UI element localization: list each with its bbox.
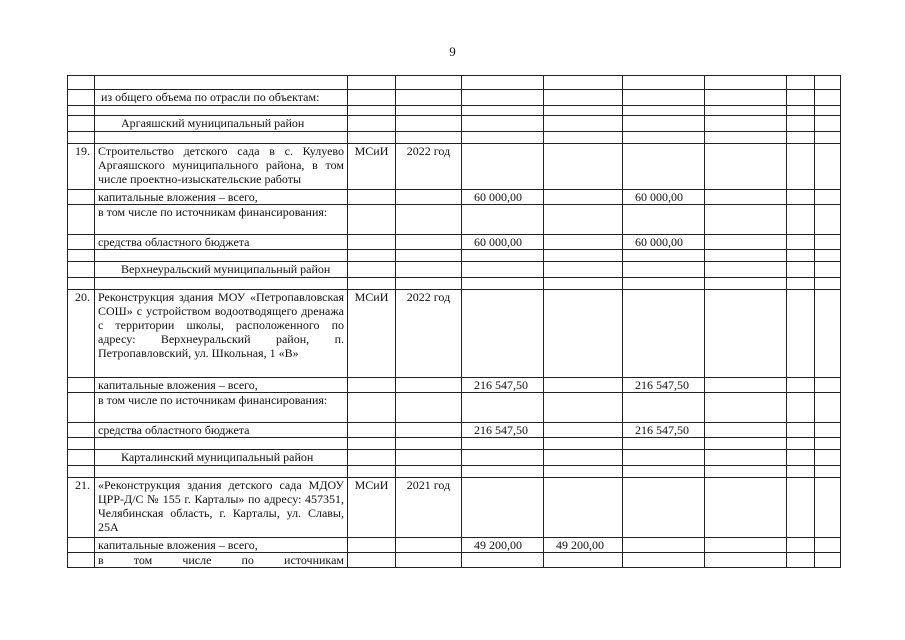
table-row	[68, 466, 841, 478]
funding-sources-label: в том числе по источникам	[95, 553, 348, 568]
value-cell: 60 000,00	[462, 235, 544, 250]
objects-header-label: из общего объема по отрасли по объектам:	[95, 90, 348, 106]
value-cell: 216 547,50	[462, 423, 544, 438]
table-row	[68, 423, 841, 438]
object-name: Строительство детского сада в с. Кулуево Аргаяшского муниципального района, в том числе проектно-изыскательские работы	[95, 144, 348, 190]
table-row	[68, 205, 841, 235]
table-row	[68, 478, 841, 538]
value-cell: 60 000,00	[462, 190, 544, 205]
year-cell: 2022 год	[396, 144, 462, 190]
table-row	[68, 190, 841, 205]
table-row	[68, 250, 841, 262]
district-label: Верхнеуральский муниципальный район	[95, 262, 348, 278]
value-cell: 49 200,00	[544, 538, 623, 553]
value-cell: 49 200,00	[462, 538, 544, 553]
year-cell: 2022 год	[396, 290, 462, 378]
page-number: 9	[449, 44, 456, 59]
table-row	[68, 132, 841, 144]
capital-investment-label: капитальные вложения – всего,	[95, 190, 348, 205]
table-row	[68, 393, 841, 423]
row-number: 19.	[68, 144, 95, 190]
table-row	[68, 144, 841, 190]
funding-sources-label: в том числе по источникам финансирования:	[95, 205, 348, 235]
organization-cell: МСиИ	[348, 144, 396, 190]
value-cell: 216 547,50	[462, 378, 544, 393]
table-row	[68, 116, 841, 132]
table-row	[68, 76, 841, 90]
table-row	[68, 278, 841, 290]
budget-table	[67, 75, 841, 568]
value-cell: 216 547,50	[623, 423, 705, 438]
object-name: Реконструкция здания МОУ «Петропавловская СОШ» с устройством водоотводящего дренажа с территории школы, расположенного по адресу: Верхнеуральский район, п. Петропавловский, ул. Школьная, 1 «В»	[95, 290, 348, 378]
funding-sources-label: в том числе по источникам финансирования:	[95, 393, 348, 423]
value-cell: 216 547,50	[623, 378, 705, 393]
object-name: «Реконструкция здания детского сада МДОУ ЦРР-Д/С № 155 г. Карталы» по адресу: 457351, Челябинская область, г. Карталы, ул. Славы, 25А	[95, 478, 348, 538]
capital-investment-label: капитальные вложения – всего,	[95, 378, 348, 393]
year-cell: 2021 год	[396, 478, 462, 538]
table-row	[68, 90, 841, 106]
regional-budget-label: средства областного бюджета	[95, 423, 348, 438]
table-row	[68, 106, 841, 116]
table-row	[68, 538, 841, 553]
value-cell: 60 000,00	[623, 235, 705, 250]
table-row	[68, 262, 841, 278]
table-row	[68, 438, 841, 450]
capital-investment-label: капитальные вложения – всего,	[95, 538, 348, 553]
district-label: Аргаяшский муниципальный район	[95, 116, 348, 132]
table-row	[68, 450, 841, 466]
regional-budget-label: средства областного бюджета	[95, 235, 348, 250]
row-number: 21.	[68, 478, 95, 538]
value-cell: 60 000,00	[623, 190, 705, 205]
table-row	[68, 553, 841, 568]
row-number: 20.	[68, 290, 95, 378]
table-row	[68, 235, 841, 250]
organization-cell: МСиИ	[348, 478, 396, 538]
organization-cell: МСиИ	[348, 290, 396, 378]
district-label: Карталинский муниципальный район	[95, 450, 348, 466]
table-row	[68, 290, 841, 378]
table-row	[68, 378, 841, 393]
